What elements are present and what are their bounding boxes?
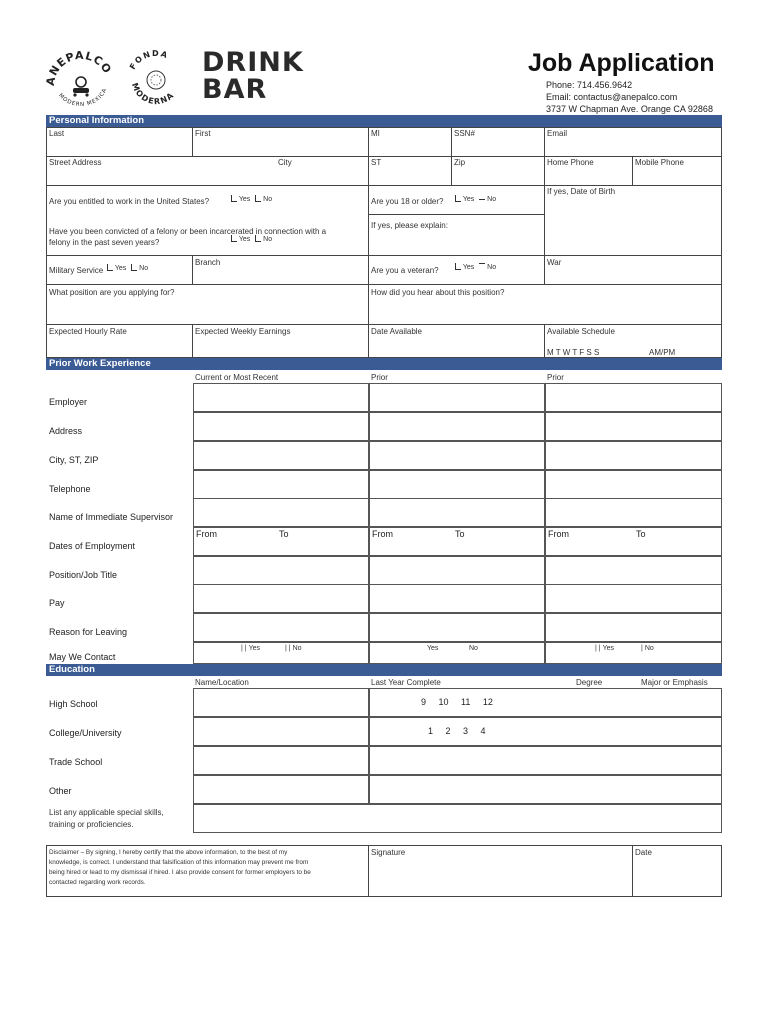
disclaimer-line: Disclaimer – By signing, I hereby certify that the above information, to the best of my: [49, 849, 288, 856]
no-label: No: [263, 236, 273, 243]
option-label: Yes: [427, 645, 439, 652]
contact-email: Email: contactus@anepalco.com: [546, 92, 678, 102]
skills-label-line2: training or proficiencies.: [49, 820, 134, 829]
education-row-label: College/University: [49, 728, 122, 738]
work-row-label: Pay: [49, 597, 65, 608]
grid-line: [632, 156, 633, 185]
fonda-wordmark: FONDA: [127, 50, 170, 72]
work-cell-input[interactable]: [193, 498, 369, 527]
education-row-label: Trade School: [49, 757, 103, 767]
work-cell-input[interactable]: [545, 556, 722, 585]
work-row-label: Address: [49, 425, 83, 436]
bar-wordmark: BAR: [202, 74, 268, 105]
disclaimer-line: contacted regarding work records.: [49, 879, 146, 886]
work-cell-input[interactable]: [369, 642, 545, 664]
state-label: ST: [371, 158, 382, 167]
edu-col-name-label: Name/Location: [195, 678, 249, 687]
col-prior2-label: Prior: [547, 373, 564, 382]
date-of-birth-label: If yes, Date of Birth: [547, 187, 616, 196]
contact-no-option[interactable]: [285, 645, 302, 652]
anepalco-logo: [44, 46, 118, 112]
work-cell-input[interactable]: [369, 556, 545, 585]
grid-line: [544, 127, 545, 284]
branch-label: Branch: [195, 258, 221, 267]
age-18-question: Are you 18 or older?: [371, 197, 444, 206]
work-cell-input[interactable]: [369, 613, 545, 642]
no-label: No: [487, 196, 497, 203]
contact-phone: Phone: 714.456.9642: [546, 80, 633, 90]
option-label: Yes: [602, 645, 615, 652]
no-label: No: [263, 196, 273, 203]
anepalco-logo-icon: [44, 46, 118, 112]
to-label: To: [455, 529, 465, 539]
grid-line: [192, 127, 193, 156]
fonda-moderna-logo-icon: [124, 50, 188, 110]
work-row-label: City, ST, ZIP: [49, 454, 99, 465]
grid-line: [544, 324, 545, 358]
age-18-options[interactable]: [455, 195, 496, 203]
work-cell-input[interactable]: [369, 412, 545, 441]
checkbox-icon[interactable]: | |: [285, 645, 291, 652]
work-cell-input[interactable]: [193, 383, 369, 412]
military-service-label: Military Service: [49, 266, 104, 275]
explain-label: If yes, please explain:: [371, 221, 448, 230]
work-cell-input[interactable]: [369, 498, 545, 527]
drink-wordmark: DRINK: [202, 47, 304, 78]
education-name-input[interactable]: [193, 746, 369, 775]
work-cell-input[interactable]: [369, 441, 545, 470]
work-row-label: Telephone: [49, 483, 91, 494]
work-cell-input[interactable]: [545, 441, 722, 470]
felony-options[interactable]: [231, 235, 272, 243]
edu-col-major-label: Major or Emphasis: [641, 678, 708, 687]
last-name-label: Last: [49, 129, 65, 138]
high-school-years[interactable]: 9 10 11 12: [421, 697, 493, 707]
checkbox-icon[interactable]: [455, 263, 461, 270]
work-row-label: Dates of Employment: [49, 540, 136, 551]
contact-yes-option[interactable]: [427, 645, 438, 652]
anepalco-wordmark: ANEPALCO: [44, 48, 115, 87]
contact-yes-option[interactable]: [595, 645, 614, 652]
grid-line: [192, 324, 193, 358]
col-prior1-label: Prior: [371, 373, 388, 382]
education-row-label: Other: [49, 786, 72, 796]
work-row-label: Name of Immediate Supervisor: [49, 511, 174, 522]
veteran-options[interactable]: [455, 263, 496, 271]
disclaimer-line: being hired or lead to my dismissal if hired. I also provide consent for former employers to be: [49, 869, 311, 876]
felony-question-line2: felony in the past seven years?: [49, 238, 160, 247]
work-cell-input[interactable]: [193, 556, 369, 585]
fonda-moderna-logo: [124, 50, 188, 110]
from-label: From: [372, 529, 393, 539]
yes-label: Yes: [114, 265, 127, 272]
education-name-input[interactable]: [193, 717, 369, 746]
education-row-label: High School: [49, 699, 98, 709]
war-label: War: [547, 258, 562, 267]
college-years[interactable]: 1 2 3 4: [428, 726, 486, 736]
moderna-wordmark: MODERNA: [130, 81, 176, 107]
work-cell-input[interactable]: [193, 584, 369, 613]
referral-question: How did you hear about this position?: [371, 288, 505, 297]
date-label: Date: [635, 848, 652, 857]
work-eligibility-options[interactable]: [231, 195, 272, 203]
svg-text:MODERNA: [130, 82, 176, 107]
skills-label-line1: List any applicable special skills,: [49, 808, 164, 817]
checkbox-icon[interactable]: [479, 199, 485, 200]
checkbox-icon[interactable]: [255, 195, 261, 202]
mi-label: MI: [371, 129, 380, 138]
felony-question-line1: Have you been convicted of a felony or been incarcerated in connection with a: [49, 227, 327, 236]
work-cell-input[interactable]: [369, 470, 545, 499]
edu-col-degree-label: Degree: [576, 678, 603, 687]
anepalco-subtitle: MODERN MEXICA: [57, 87, 109, 109]
zip-label: Zip: [454, 158, 466, 167]
checkbox-icon[interactable]: | |: [241, 645, 247, 652]
to-label: To: [279, 529, 289, 539]
contact-address: 3737 W Chapman Ave. Orange CA 92868: [546, 104, 713, 114]
work-cell-input[interactable]: [193, 470, 369, 499]
svg-text:FONDA: [128, 50, 170, 71]
work-cell-input[interactable]: [545, 527, 722, 556]
veteran-question: Are you a veteran?: [371, 266, 439, 275]
education-detail-input[interactable]: [369, 746, 722, 775]
schedule-ampm: AM/PM: [649, 348, 676, 357]
disclaimer-line: knowledge, is correct. I understand that falsification of this information may prevent me from: [49, 859, 309, 866]
work-row-label: May We Contact: [49, 652, 116, 662]
home-phone-label: Home Phone: [547, 158, 594, 167]
work-row-label: Employer: [49, 396, 88, 407]
from-label: From: [196, 529, 217, 539]
checkbox-icon[interactable]: [131, 264, 137, 271]
contact-yes-option[interactable]: [241, 645, 260, 652]
yes-label: Yes: [462, 264, 475, 271]
signature-label: Signature: [371, 848, 406, 857]
checkbox-icon[interactable]: [255, 235, 261, 242]
grid-line: [46, 255, 722, 256]
option-label: No: [292, 645, 302, 652]
option-label: No: [644, 645, 654, 652]
military-options[interactable]: [107, 264, 148, 272]
first-name-label: First: [195, 129, 211, 138]
mobile-phone-label: Mobile Phone: [635, 158, 684, 167]
from-label: From: [548, 529, 569, 539]
contact-no-option[interactable]: [469, 645, 478, 652]
hourly-rate-label: Expected Hourly Rate: [49, 327, 127, 336]
weekly-earnings-label: Expected Weekly Earnings: [195, 327, 291, 336]
date-available-label: Date Available: [371, 327, 422, 336]
skills-input[interactable]: [193, 804, 722, 833]
date-field[interactable]: [633, 858, 721, 896]
svg-text:ANEPALCO: [44, 49, 114, 87]
work-cell-input[interactable]: [193, 642, 369, 664]
city-label: City: [278, 158, 292, 167]
col-current-label: Current or Most Recent: [195, 373, 279, 382]
work-cell-input[interactable]: [545, 613, 722, 642]
grid-line: [192, 255, 193, 284]
work-cell-input[interactable]: [193, 441, 369, 470]
work-cell-input[interactable]: [545, 498, 722, 527]
work-cell-input[interactable]: [369, 383, 545, 412]
checkbox-icon[interactable]: [231, 195, 237, 202]
work-cell-input[interactable]: [369, 584, 545, 613]
grid-line: [451, 127, 452, 185]
work-cell-input[interactable]: [545, 584, 722, 613]
grid-line: [46, 185, 722, 186]
education-name-input[interactable]: [193, 775, 369, 804]
education-detail-input[interactable]: [369, 775, 722, 804]
personal-info-heading: Personal Information: [46, 115, 722, 127]
yes-label: Yes: [238, 196, 251, 203]
edu-col-last-year-label: Last Year Complete: [371, 678, 441, 687]
work-row-label: Position/Job Title: [49, 569, 118, 580]
work-cell-input[interactable]: [545, 470, 722, 499]
work-eligibility-question: Are you entitled to work in the United States?: [49, 197, 210, 206]
yes-label: Yes: [238, 236, 251, 243]
checkbox-icon[interactable]: | |: [595, 645, 601, 652]
grid-line: [368, 127, 369, 358]
checkbox-icon[interactable]: [479, 263, 485, 264]
street-address-label: Street Address: [49, 158, 102, 167]
checkbox-icon[interactable]: [231, 235, 237, 242]
page-title: Job Application: [528, 49, 715, 77]
work-cell-input[interactable]: [545, 412, 722, 441]
work-cell-input[interactable]: [545, 642, 722, 664]
work-row-label: Reason for Leaving: [49, 626, 128, 637]
email-label: Email: [547, 129, 568, 138]
grid-line: [368, 214, 544, 215]
grid-line: [46, 156, 722, 157]
disclaimer-text: [49, 848, 311, 888]
ssn-label: SSN#: [454, 129, 475, 138]
work-cell-input[interactable]: [193, 613, 369, 642]
checkbox-icon[interactable]: |: [641, 645, 643, 652]
grid-line: [46, 284, 722, 285]
position-question: What position are you applying for?: [49, 288, 175, 297]
education-name-input[interactable]: [193, 688, 369, 717]
no-label: No: [139, 265, 149, 272]
work-cell-input[interactable]: [545, 383, 722, 412]
option-label: Yes: [248, 645, 261, 652]
contact-no-option[interactable]: [641, 645, 654, 652]
signature-field[interactable]: [369, 858, 631, 896]
to-label: To: [636, 529, 646, 539]
education-detail-input[interactable]: [369, 717, 722, 746]
work-experience-heading: Prior Work Experience: [46, 358, 722, 370]
no-label: No: [487, 264, 497, 271]
schedule-days: M T W T F S S: [547, 348, 600, 357]
yes-label: Yes: [462, 196, 475, 203]
option-label: No: [469, 645, 478, 652]
work-cell-input[interactable]: [193, 412, 369, 441]
checkbox-icon[interactable]: [455, 195, 461, 202]
grid-line: [46, 324, 722, 325]
education-heading: Education: [46, 664, 722, 676]
available-schedule-label: Available Schedule: [547, 327, 615, 336]
checkbox-icon[interactable]: [107, 264, 113, 271]
